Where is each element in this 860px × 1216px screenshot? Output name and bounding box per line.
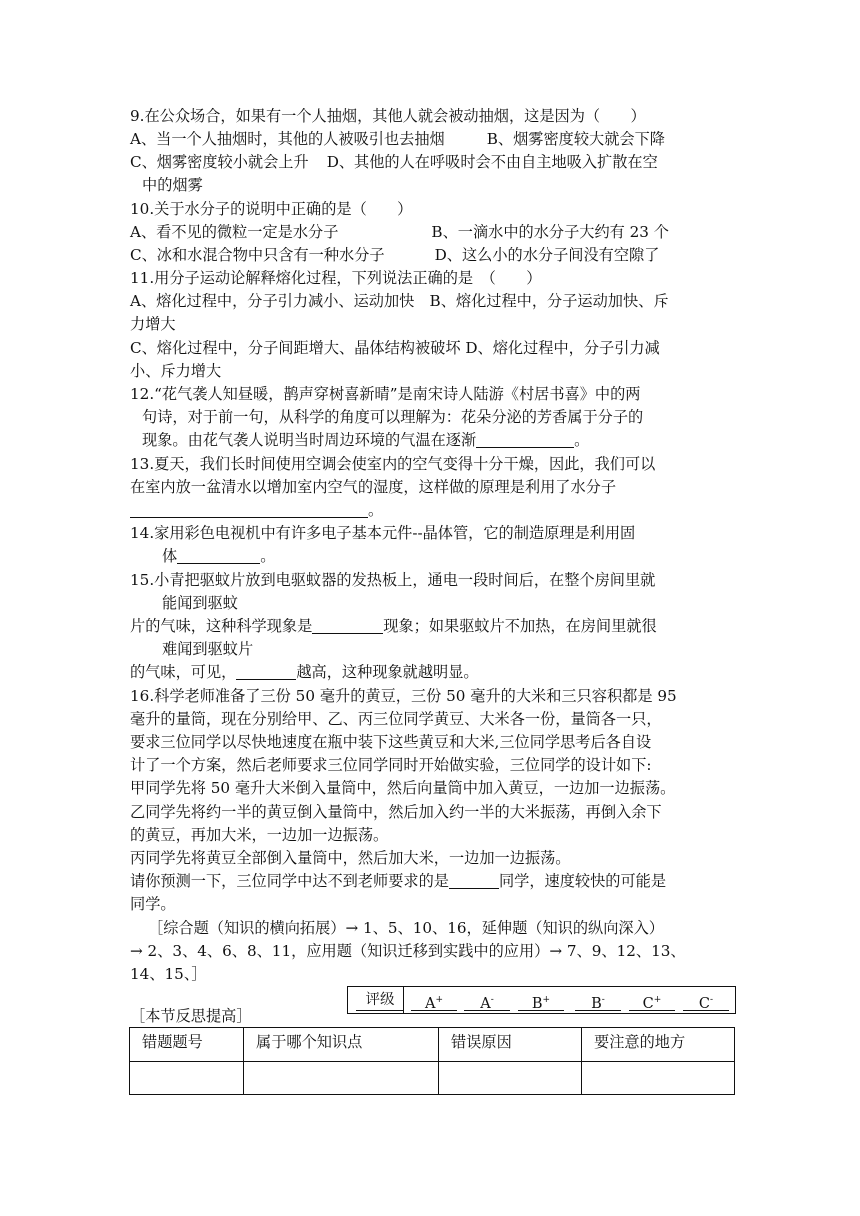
table-cell[interactable] — [582, 1062, 735, 1095]
option-a: A、看不见的微粒一定是水分子 — [130, 223, 339, 241]
question-14: 14.家用彩色电视机中有许多电子基本元件--晶体管，它的制造原理是利用固 — [130, 524, 636, 542]
option-continuation: 小、斥力增大 — [130, 362, 222, 380]
option-a: A、当一个人抽烟时，其他的人被吸引也去抽烟 — [130, 130, 445, 148]
text-span: 体 — [162, 547, 178, 565]
summary-line-2: → 2、3、4、6、8、11，应用题（知识迁移到实践中的应用）→ 7、9、12、13、 — [130, 942, 686, 960]
option-c: C、冰和水混合物中只含有一种水分子 — [130, 246, 385, 264]
table-cell[interactable] — [244, 1062, 439, 1095]
grade-letter: C — [698, 996, 711, 1012]
table-header-row — [130, 1028, 735, 1062]
grade-letter: A — [480, 996, 491, 1012]
grade-option[interactable] — [683, 990, 729, 1011]
rating-divider — [403, 987, 404, 1013]
answer-blank[interactable] — [177, 547, 260, 564]
grade-sign: - — [710, 995, 714, 1005]
option-line — [130, 244, 659, 266]
question-9: 9.在公众场合，如果有一个人抽烟，其他人就会被动抽烟，这是因为（ ） — [130, 107, 646, 125]
grade-letter: B — [591, 996, 602, 1012]
grade-option[interactable] — [411, 990, 457, 1011]
grade-sign: + — [542, 995, 551, 1005]
question-10: 10.关于水分子的说明中正确的是（ ） — [130, 200, 413, 218]
question-16-line-7: 的黄豆，再加大米，一边加一边振荡。 — [130, 826, 389, 844]
text-span: 的气味，可见， — [130, 663, 237, 681]
option-d: D、这么小的水分子间没有空隙了 — [434, 246, 660, 264]
grade-option[interactable] — [575, 990, 621, 1011]
grade-letter: C — [642, 996, 654, 1012]
rating-label: 评级 — [356, 990, 404, 1011]
reflection-table — [129, 1027, 735, 1095]
rating-box — [347, 986, 736, 1014]
summary-line-1: ［综合题（知识的横向拓展）→ 1、5、10、16，延伸题（知识的纵向深入） — [148, 919, 664, 937]
grade-sign: - — [490, 995, 494, 1005]
answer-blank[interactable] — [476, 431, 574, 448]
option-b: B、烟雾密度较大就会下降 — [486, 130, 665, 148]
text-span: 现象。由花气袭人说明当时周边环境的气温在逐渐 — [142, 431, 477, 449]
grade-sign: - — [601, 995, 605, 1005]
question-16-line-9 — [130, 870, 666, 892]
question-16-line-4: 计了一个方案，然后老师要求三位同学同时开始做实验，三位同学的设计如下: — [130, 756, 652, 774]
question-13-line-3 — [130, 499, 383, 521]
question-16-line-3: 要求三位同学以尽快地速度在瓶中装下这些黄豆和大米,三位同学思考后各自设 — [130, 733, 652, 751]
table-cell[interactable] — [130, 1062, 244, 1095]
question-15-line-5 — [130, 661, 479, 683]
question-16-line-6: 乙同学先将约一半的黄豆倒入量筒中，然后加入约一半的大米振荡，再倒入余下 — [130, 803, 662, 821]
answer-blank[interactable] — [449, 872, 499, 889]
answer-blank[interactable] — [312, 617, 383, 634]
option-b: B、一滴水中的水分子大约有 23 个 — [431, 223, 669, 241]
header-cell: 错误原因 — [439, 1028, 582, 1062]
question-13: 13.夏天，我们长时间使用空调会使室内的空气变得十分干燥，因此，我们可以 — [130, 455, 656, 473]
text-span: 片的气味，这种科学现象是 — [130, 617, 313, 635]
question-12: 12.“花气袭人知昼暖，鹊声穿树喜新晴”是南宋诗人陆游《村居书喜》中的两 — [130, 385, 641, 403]
text-span: 越高，这种现象就越明显。 — [296, 663, 479, 681]
question-15-line-2: 能闻到驱蚊 — [162, 594, 238, 612]
question-12-line-3 — [142, 429, 589, 451]
table-cell[interactable] — [439, 1062, 582, 1095]
grade-option[interactable] — [464, 990, 510, 1011]
grade-letter: B — [531, 996, 543, 1012]
question-16: 16.科学老师准备了三份 50 毫升的黄豆，三份 50 毫升的大米和三只容积都是 95 — [130, 687, 677, 705]
option-continuation: 中的烟雾 — [142, 176, 203, 194]
question-14-line-2 — [162, 545, 275, 567]
question-11: 11.用分子运动论解释熔化过程，下列说法正确的是 （ ） — [130, 269, 542, 287]
question-16-line-5: 甲同学先将 50 毫升大米倒入量筒中，然后向量筒中加入黄豆，一边加一边振荡。 — [130, 779, 676, 797]
header-cell: 错题题号 — [130, 1028, 244, 1062]
text-span: 。 — [574, 431, 590, 449]
text-span: 同学，速度较快的可能是 — [498, 872, 666, 890]
header-cell: 要注意的地方 — [582, 1028, 735, 1062]
summary-line-3: 14、15、］ — [130, 965, 207, 983]
option-line: C、熔化过程中，分子间距增大、晶体结构被破坏 D、熔化过程中，分子引力减 — [130, 339, 660, 357]
answer-blank[interactable] — [236, 663, 296, 680]
grade-sign: + — [435, 995, 444, 1005]
question-16-line-10: 同学。 — [130, 895, 176, 913]
option-line — [130, 221, 669, 243]
grade-sign: + — [653, 995, 662, 1005]
option-continuation: 力增大 — [130, 315, 176, 333]
text-span: 现象；如果驱蚊片不加热，在房间里就很 — [383, 617, 657, 635]
question-16-line-8: 丙同学先将黄豆全部倒入量筒中，然后加大米，一边加一边振荡。 — [130, 849, 571, 867]
option-c: C、烟雾密度较小就会上升 — [130, 153, 309, 171]
option-d: D、其他的人在呼吸时会不由自主地吸入扩散在空 — [326, 153, 658, 171]
option-line — [130, 151, 658, 173]
question-16-line-2: 毫升的量筒，现在分别给甲、乙、丙三位同学黄豆、大米各一份，量筒各一只， — [130, 710, 662, 728]
option-line: A、熔化过程中，分子引力减小、运动加快 B、熔化过程中，分子运动加快、斥 — [130, 292, 669, 310]
header-cell: 属于哪个知识点 — [244, 1028, 439, 1062]
table-row — [130, 1062, 735, 1095]
grade-letter: A — [424, 996, 436, 1012]
text-span: 请你预测一下，三位同学中达不到老师要求的是 — [130, 872, 449, 890]
reflection-title: ［本节反思提高］ — [130, 1007, 252, 1025]
question-15-line-3 — [130, 615, 657, 637]
text-span: 。 — [260, 547, 276, 565]
question-15-line-4: 难闻到驱蚊片 — [162, 640, 254, 658]
question-13-line-2: 在室内放一盆清水以增加室内空气的湿度，这样做的原理是利用了水分子 — [130, 478, 616, 496]
grade-option[interactable] — [518, 990, 564, 1011]
option-line — [130, 128, 665, 150]
grade-option[interactable] — [629, 990, 675, 1011]
text-span: 。 — [368, 501, 384, 519]
question-12-line-2: 句诗，对于前一句，从科学的角度可以理解为：花朵分泌的芳香属于分子的 — [142, 408, 644, 426]
question-15: 15.小青把驱蚊片放到电驱蚊器的发热板上，通电一段时间后，在整个房间里就 — [130, 571, 656, 589]
answer-blank[interactable] — [130, 501, 368, 518]
